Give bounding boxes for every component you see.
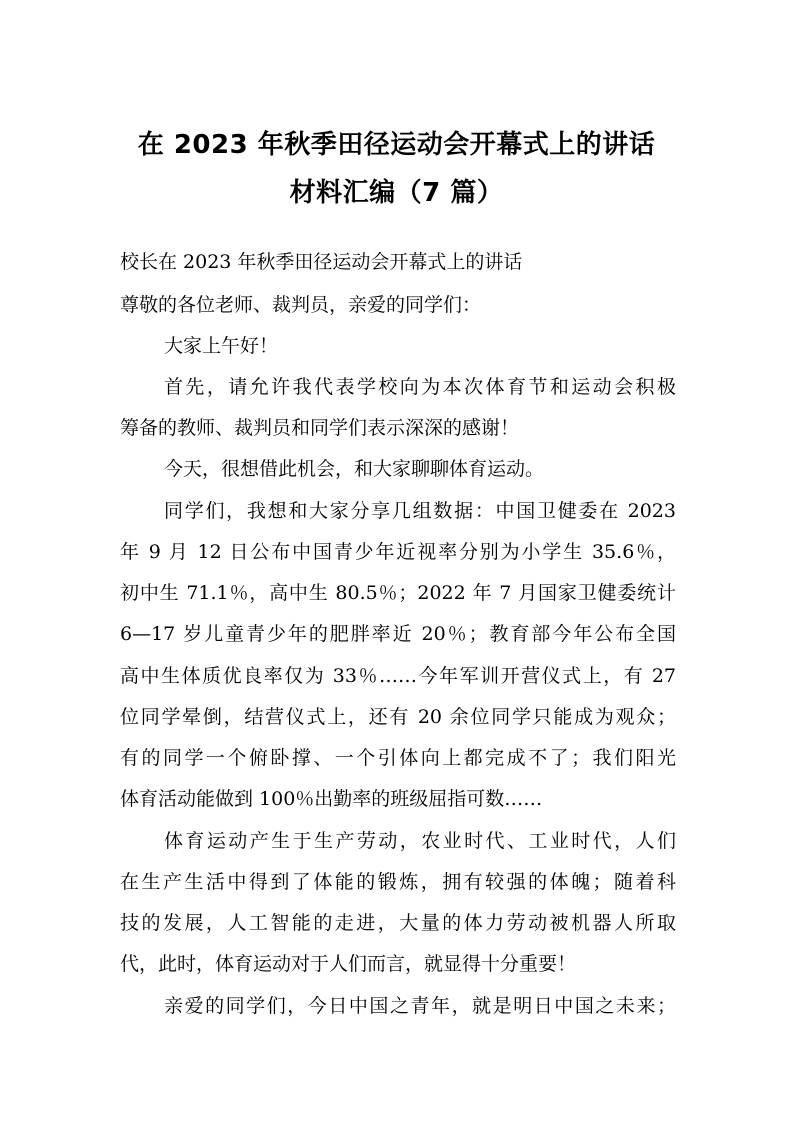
paragraph-line: 亲爱的同学们，今日中国之青年，就是明日中国之未来； <box>164 995 676 1017</box>
document-title-line-1: 在 2023 年秋季田径运动会开幕式上的讲话 <box>137 130 656 160</box>
paragraph-line: 筹备的教师、裁判员和同学们表示深深的感谢！ <box>120 417 520 439</box>
document-title-line-2: 材料汇编（7 篇） <box>289 178 504 208</box>
paragraph-line: 初中生 71.1％，高中生 80.5％；2022 年 7 月国家卫健委统计 <box>120 582 676 604</box>
paragraph-line: 在生产生活中得到了体能的锻炼，拥有较强的体魄；随着科 <box>120 871 676 893</box>
paragraph-line: 同学们，我想和大家分享几组数据：中国卫健委在 2023 <box>164 500 676 522</box>
paragraph-line: 体育运动产生于生产劳动，农业时代、工业时代，人们 <box>164 830 676 852</box>
greeting: 大家上午好！ <box>164 335 279 357</box>
paragraph-line: 6—17 岁儿童青少年的肥胖率近 20％；教育部今年公布全国 <box>120 623 676 645</box>
paragraph-line: 位同学晕倒，结营仪式上，还有 20 余位同学只能成为观众； <box>120 706 676 728</box>
paragraph-line: 体育活动能做到 100％出勤率的班级屈指可数…… <box>120 788 543 810</box>
paragraph-line: 今天，很想借此机会，和大家聊聊体育运动。 <box>164 458 545 480</box>
paragraph-line: 技的发展，人工智能的走进，大量的体力劳动被机器人所取 <box>120 912 676 934</box>
paragraph-line: 高中生体质优良率仅为 33％……今年军训开营仪式上，有 27 <box>120 665 676 687</box>
paragraph-line: 年 9 月 12 日公布中国青少年近视率分别为小学生 35.6％， <box>120 541 676 563</box>
paragraph-line: 首先，请允许我代表学校向为本次体育节和运动会积极 <box>164 376 676 398</box>
paragraph-line: 有的同学一个俯卧撑、一个引体向上都完成不了；我们阳光 <box>120 747 676 769</box>
paragraph-line: 代，此时，体育运动对于人们而言，就显得十分重要！ <box>120 953 577 975</box>
salutation: 尊敬的各位老师、裁判员，亲爱的同学们： <box>120 294 482 316</box>
speech-heading: 校长在 2023 年秋季田径运动会开幕式上的讲话 <box>120 251 523 273</box>
